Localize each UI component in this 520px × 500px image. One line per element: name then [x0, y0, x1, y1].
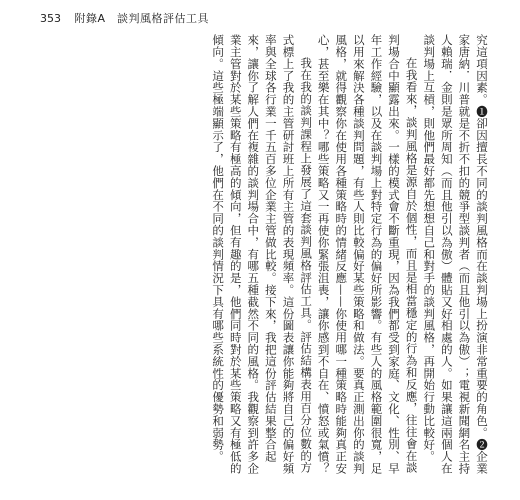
paragraph-assessment-tool: 我在我的談判課程上發展了這套談判風格評估工具。評估結構表用百分位數的方式標上了我的主管研討班上所有主管的表現頻率。這份圖表讓你能夠將自己的偏好頻率與全球各行業一千五百多位企業主管做比較。接下來，我把這份評估結果整合起來，讓你了解人們在複雜的談判場合中，有哪五種截然不同的風格。我觀察到許多企業主管對於某些策略有極高的傾向，但有趣的是，他們同時對於某些策略又有極低的傾向。這些極端顯示了，他們在不同的談判情況下具有哪些系統性的優勢和弱勢。 [211, 34, 314, 475]
page-number: 353 [40, 12, 61, 25]
running-title: 附錄A 談判風格評估工具 [74, 12, 210, 25]
body-text [40, 34, 490, 478]
paragraph-continued: 究這項因素。❶卻因擅長不同的談判風格而在談判場上扮演非常重要的角色。❷企業家唐納．川普就是不折不扣的競爭型談判者（而且他引以為傲）；電視新聞網名主持人賴瑞．金則是眾所周知（而且他引以為傲）體貼又好相處的人。如果讓這兩個人在談判場上互槓，則他們最好都先想想自己和對手的談判風格，再開始行動比較好。 [422, 34, 489, 475]
paragraph-style-origin: 在我看來，談判風格是源自於個性，而且是相當穩定的行為和反應，往往會在談判場合中顯露出來。一樣的模式會不斷重現，因為我們都受到家庭、文化、性別、早年工作經驗，以及在談判場上對特定行為的偏好所影響。有些人的風格範圍很寬，足以用來解決各種談判問題，有些人則比較偏好某些策略和做法。要真正測出你的談判風格，就得觀察你在使用各種策略時的情緒反應——你使用哪一種策略時能夠真正安心，甚至樂在其中？哪些策略又一再使你緊張沮喪，讓你感到不自在、憤怒或氣憤？ [316, 34, 419, 475]
running-head [40, 10, 209, 26]
